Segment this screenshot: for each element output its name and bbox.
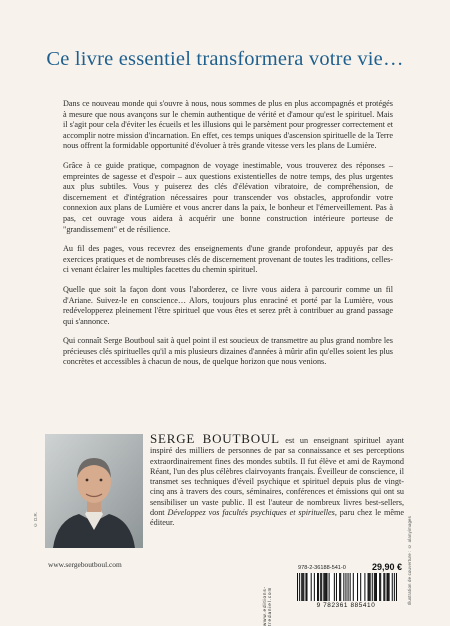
isbn: 978-2-36188-541-0 bbox=[298, 565, 346, 571]
publisher-url[interactable]: www.editions-tredaniel.com bbox=[262, 586, 272, 626]
barcode-bar bbox=[321, 573, 322, 601]
barcode-bar bbox=[301, 573, 302, 601]
barcode-bar bbox=[303, 573, 304, 601]
barcode-bar bbox=[379, 573, 380, 601]
barcode bbox=[297, 573, 397, 601]
barcode-bar bbox=[302, 573, 303, 601]
body-text bbox=[63, 99, 393, 368]
paragraph: Qui connaît Serge Boutboul sait à quel point il est soucieux de transmettre au plus grand nombre les précieuses clés spirituelles qu'il a mis plusieurs dizaines d'années à mûrir afin qu'elles soient les plus concrètes et accessibles à chacun de nous, de quelque horizon que nous venions. bbox=[63, 336, 393, 367]
barcode-bar bbox=[386, 573, 387, 601]
barcode-bar bbox=[340, 573, 341, 601]
barcode-bar bbox=[369, 573, 370, 601]
barcode-bar bbox=[357, 573, 358, 601]
book-title: Développez vos facultés psychiques et spirituelles bbox=[167, 508, 335, 518]
barcode-bar bbox=[364, 573, 365, 601]
barcode-bar bbox=[389, 573, 390, 601]
barcode-bar bbox=[336, 573, 337, 601]
barcode-bar bbox=[376, 573, 377, 601]
price: 29,90 € bbox=[372, 562, 403, 572]
author-website[interactable]: www.sergeboutboul.com bbox=[48, 560, 122, 569]
barcode-digits: 9 782361 885410 bbox=[316, 602, 376, 609]
barcode-bar bbox=[388, 573, 389, 601]
barcode-bar bbox=[370, 573, 371, 601]
paragraph: Dans ce nouveau monde qui s'ouvre à nous, nous sommes de plus en plus accompagnés et protégés à mesure que nous avançons sur le chemin authentique de vérité et d'amour qu'est le spirituel. Mais il s'agit pour cela d'éviter les écueils et les illusions qui le parsèment pour progresser correctement et accomplir notre mission d'incarnation. En effet, ces temps uniques d'ascension spirituelle de la Terre nous offrent la formidable opportunité d'évoluer à très grande vitesse vers les plans de Lumière. bbox=[63, 99, 393, 151]
barcode-bar bbox=[299, 573, 300, 601]
paragraph: Grâce à ce guide pratique, compagnon de voyage inestimable, vous trouverez des réponses – empreintes de sagesse et d'espoir – aux questions existentielles de notre temps, des plus urgentes aux plus subtiles. Vous y puiserez des clés d'élévation vibratoire, de compréhension, de discernement et d'intégration nécessaires pour transcender vos obstacles, approfondir votre connexion aux plans de Lumière et vous ancrer dans la paix, le bonheur et l'émerveillement. Pas à pas, cet ouvrage vous aidera à acquérir une bonne construction intérieure porteuse de "grandissement" et de résilience. bbox=[63, 160, 393, 234]
barcode-bar bbox=[297, 573, 298, 601]
barcode-bar bbox=[311, 573, 312, 601]
barcode-bar bbox=[350, 573, 351, 601]
barcode-bar bbox=[353, 573, 354, 601]
barcode-bar bbox=[360, 573, 361, 601]
barcode-bar bbox=[384, 573, 385, 601]
barcode-bar bbox=[324, 573, 325, 601]
barcode-bar bbox=[305, 573, 306, 601]
barcode-bar bbox=[318, 573, 319, 601]
author-bio-text: est un enseignant spirituel ayant inspiré des milliers de personnes de par sa connaissance et ses perceptions extraordinairement fines des mondes subtils. Il fut élève et ami de Raymond Réant, l'un des plus célèbres clairvoyants français. Éveilleur de conscience, il transmet ses techniques d'éveil psychique et spirituel depuis plus de vingt-cinq ans à travers des cours, séminaires, conférences et émissions qui ont su sensibiliser un vaste public. Il est l'auteur de nombreux livres best-sellers, dont bbox=[150, 436, 405, 518]
barcode-bar bbox=[329, 573, 330, 601]
barcode-bar bbox=[348, 573, 349, 601]
barcode-bar bbox=[326, 573, 327, 601]
cover-illustration-credit: Illustration de couverture : © alanyimages bbox=[407, 516, 412, 606]
barcode-bar bbox=[343, 573, 344, 601]
photo-credit: © D.R. bbox=[33, 512, 38, 528]
barcode-bar bbox=[392, 573, 393, 601]
author-bio-end: , paru chez le même éditeur. bbox=[150, 508, 404, 528]
barcode-bar bbox=[345, 573, 346, 601]
barcode-bar bbox=[339, 573, 340, 601]
barcode-bar bbox=[394, 573, 395, 601]
barcode-bar bbox=[368, 573, 369, 601]
paragraph: Quelle que soit la façon dont vous l'aborderez, ce livre vous aidera à parcourir comme un fil d'Ariane. Suivez-le en conscience… Alors, toujours plus enraciné et porté par la Lumière, vous redévelopperez pleinement l'être spirituel que vous êtes et serez prêt à contribuer au grand passage qui s'annonce. bbox=[63, 284, 393, 326]
paragraph: Au fil des pages, vous recevrez des enseignements d'une grande profondeur, appuyés par des exercices pratiques et de nombreuses clés de discernement provenant de toutes les traditions, celles-ci venant éclairer les multiples facettes du chemin spirituel. bbox=[63, 244, 393, 275]
barcode-bar bbox=[325, 573, 326, 601]
barcode-bar bbox=[334, 573, 335, 601]
headline: Ce livre essentiel transformera votre vie… bbox=[46, 48, 404, 70]
author-name: SERGE BOUTBOUL bbox=[150, 431, 280, 446]
barcode-bar bbox=[372, 573, 373, 601]
barcode-bar bbox=[320, 573, 321, 601]
barcode-bar bbox=[306, 573, 307, 601]
barcode-bar bbox=[317, 573, 318, 601]
barcode-bar bbox=[323, 573, 324, 601]
barcode-bar bbox=[374, 573, 375, 601]
barcode-bar bbox=[380, 573, 381, 601]
barcode-bar bbox=[396, 573, 397, 601]
barcode-bar bbox=[375, 573, 376, 601]
barcode-bar bbox=[314, 573, 315, 601]
barcode-bar bbox=[383, 573, 384, 601]
author-bio bbox=[47, 431, 405, 547]
